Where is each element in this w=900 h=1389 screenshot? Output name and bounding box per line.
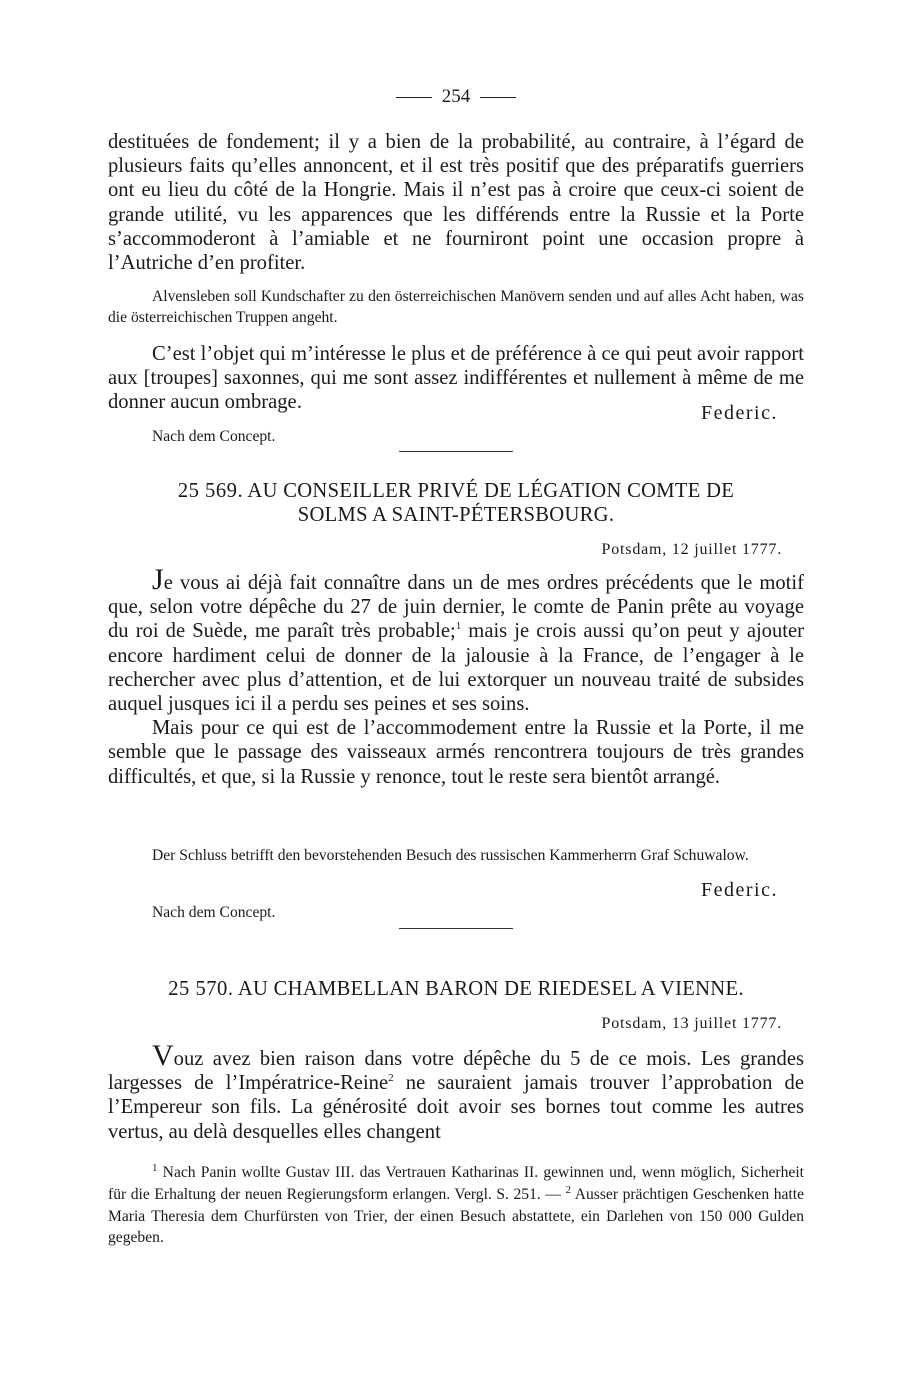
page-number: 254 xyxy=(108,86,804,108)
letter-heading xyxy=(108,977,804,1001)
editorial-note xyxy=(108,845,804,866)
footnote-ref: 1 xyxy=(455,620,462,633)
footnotes xyxy=(108,1162,804,1249)
letter-heading xyxy=(108,479,804,527)
letter-body xyxy=(108,1039,804,1144)
footnote-mark: 2 xyxy=(565,1183,571,1196)
paragraph: destituées de fondement; il y a bien de la probabilité, au contraire, à l’égard de plusieurs faits qu’elles annoncent, et il est très positif que des préparatifs guerriers ont eu lieu du côté de la Hongrie. Mais il n’est pas à croire que ceux-ci soient de grande utilité, vu les apparences que les différends entre la Russie et la Porte s’accommoderont à l’amiable et ne fourniront point une occasion propre à l’Autriche d’en profiter. xyxy=(108,131,804,275)
source-note: Nach dem Concept. xyxy=(152,904,276,921)
footnote-mark: 1 xyxy=(152,1161,158,1174)
signature: Federic. xyxy=(701,879,778,901)
paragraph: Mais pour ce qui est de l’accommodement entre la Russie et la Porte, il me semble que le passage des vaisseaux armés rencontrera toujours de très grandes difficultés, et que, si la Russie y renonce, tout le reste sera bientôt arrangé. xyxy=(108,717,804,788)
page-number-dash xyxy=(480,97,516,98)
editorial-note xyxy=(108,286,804,328)
paragraph: C’est l’objet qui m’intéresse le plus et de préférence à ce qui peut avoir rapport aux [troupes] saxonnes, qui me sont assez indifférentes et nullement à même de me donner aucun ombrage. xyxy=(108,343,804,414)
drop-cap: V xyxy=(152,1039,174,1072)
source-note: Nach dem Concept. xyxy=(152,428,276,445)
paragraph: Je vous ai déjà fait connaître dans un de mes ordres précédents que le motif que, selon votre dépêche du 27 de juin dernier, le comte de Panin prête au voyage du roi de Suède, me paraît très probable;$^1$ mais je crois aussi qu’on peut y ajouter encore hardiment celui de donner de la jalousie à la France, de l’engager à le rechercher avec plus d’attention, et de lui extorquer un nouveau traité de subsides auquel jusques ici il a perdu ses peines et ses soins. xyxy=(108,563,804,716)
signature: Federic. xyxy=(701,402,778,424)
section-rule xyxy=(108,928,804,929)
note-text: Alvensleben soll Kundschafter zu den österreichischen Manövern senden und auf alles Acht haben, was die österreichischen Truppen angeht. xyxy=(108,288,804,326)
heading-line: AU CHAMBELLAN BARON DE RIEDESEL A VIENNE. xyxy=(237,978,744,1000)
footnote-ref: 2 xyxy=(388,1072,394,1085)
footnote-text: Ausser prächtigen Geschenken hatte Maria Theresia dem Churfürsten von Trier, der einen Besuch abstattete, ein Darlehen von 150 000 Gulden gegeben. xyxy=(108,1185,804,1247)
continued-paragraph xyxy=(108,130,804,275)
letter-body xyxy=(108,563,804,789)
page-number-dash xyxy=(396,97,432,98)
dateline: Potsdam, 13 juillet 1777. xyxy=(601,1015,782,1032)
drop-cap: J xyxy=(152,563,164,596)
letter-number: 25 569. xyxy=(177,480,244,502)
footnote-text: Nach Panin wollte Gustav III. das Vertrauen Katharinas II. gewinnen und, wenn möglich, Sicherheit für die Erhaltung der neuen Regierungsform erlangen. Vergl. S. 251. — xyxy=(108,1164,804,1203)
heading-line: SOLMS A SAINT-PÉTERSBOURG. xyxy=(297,504,615,526)
letter-number: 25 570. xyxy=(168,978,234,1000)
heading-line: AU CONSEILLER PRIVÉ DE LÉGATION COMTE DE xyxy=(247,480,735,502)
note-text: Der Schluss betrifft den bevorstehenden Besuch des russischen Kammerherrn Graf Schuwalow. xyxy=(152,847,749,864)
paragraph: Vouz avez bien raison dans votre dépêche du 5 de ce mois. Les grandes largesses de l’Impératrice-Reine$^2$ ne sauraient jamais trouver l’approbation de l’Empereur son fils. La générosité doit avoir ses bornes tout comme les autres vertus, au delà desquelles elles changent xyxy=(108,1039,804,1143)
section-rule xyxy=(108,451,804,452)
dateline: Potsdam, 12 juillet 1777. xyxy=(601,541,782,558)
